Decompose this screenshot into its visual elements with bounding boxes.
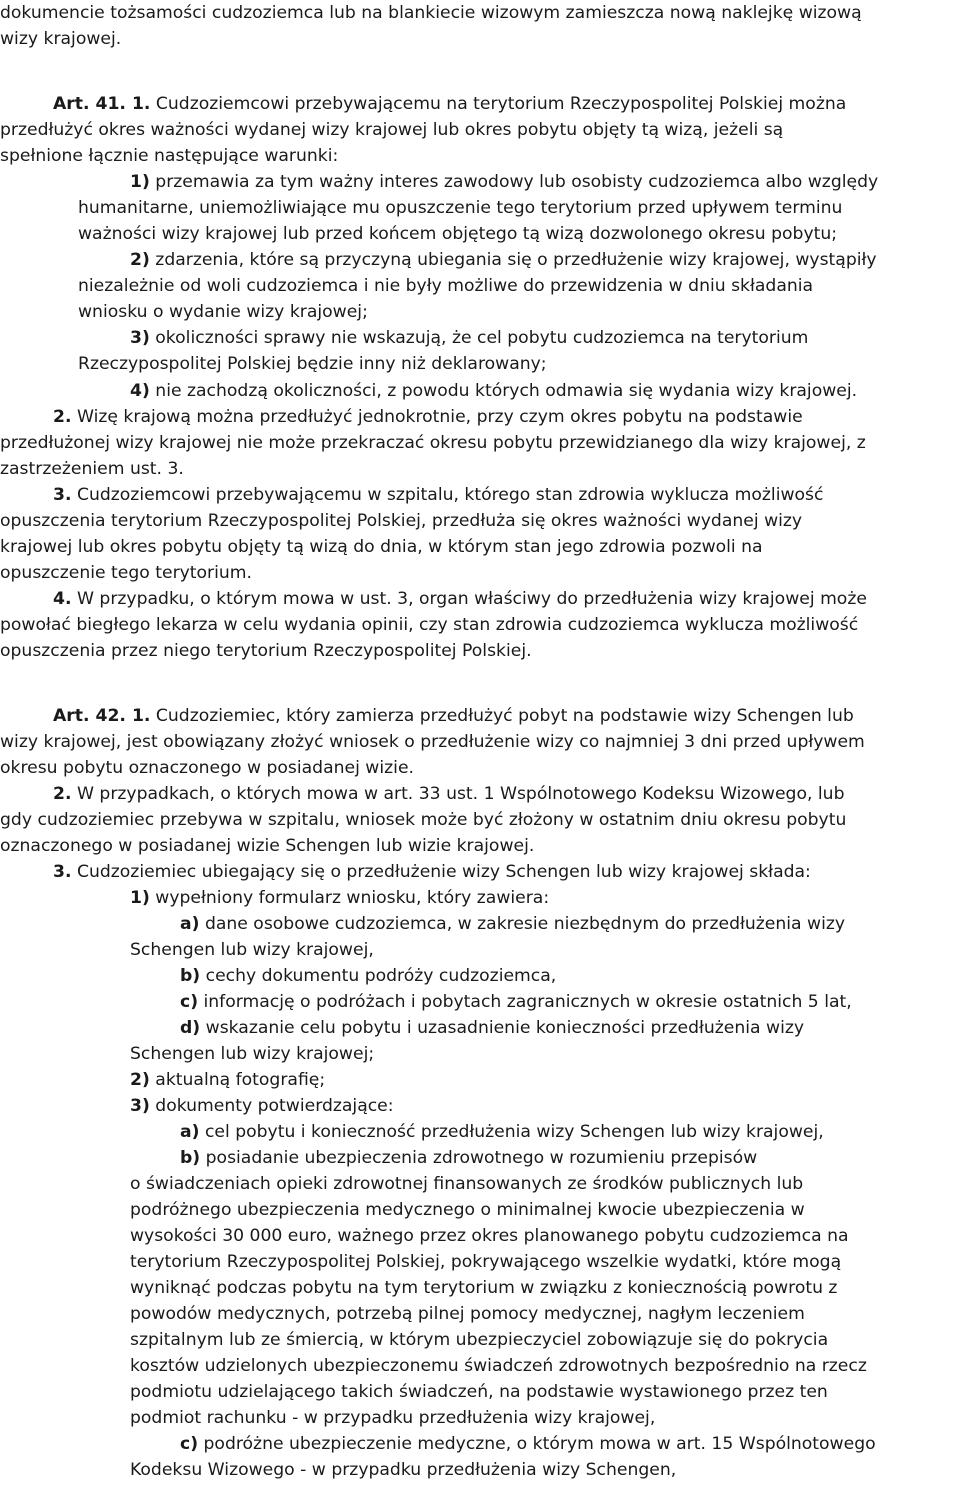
text-line: Schengen lub wizy krajowej, — [130, 940, 374, 960]
text-line: o świadczeniach opieki zdrowotnej finansowanych ze środków publicznych lub — [130, 1174, 804, 1194]
text-line: humanitarne, uniemożliwiające mu opuszczenie tego terytorium przed upływem terminu — [78, 198, 843, 218]
sub-item: b) posiadanie ubezpieczenia zdrowotnego w rozumieniu przepisów — [180, 1148, 758, 1168]
list-item: 2) zdarzenia, które są przyczyną ubiegania się o przedłużenie wizy krajowej, wystąpiły — [130, 250, 877, 270]
sub-item: a) cel pobytu i konieczność przedłużenia wizy Schengen lub wizy krajowej, — [180, 1122, 824, 1142]
list-item: 1) wypełniony formularz wniosku, który zawiera: — [130, 888, 550, 908]
text-line: niezależnie od woli cudzoziemca i nie były możliwe do przewidzenia w dniu składania — [78, 276, 814, 296]
list-item: 2) aktualną fotografię; — [130, 1070, 326, 1090]
text-line: Schengen lub wizy krajowej; — [130, 1044, 375, 1064]
text-line: wizy krajowej, jest obowiązany złożyć wniosek o przedłużenie wizy co najmniej 3 dni przed upływem — [0, 732, 865, 752]
paragraph: 2. W przypadkach, o których mowa w art. 33 ust. 1 Wspólnotowego Kodeksu Wizowego, lub — [53, 784, 845, 804]
text-line: kosztów udzielonych ubezpieczonemu świadczeń zdrowotnych bezpośrednio na rzecz — [130, 1356, 867, 1376]
text-line: przedłużonej wizy krajowej nie może przekraczać okresu pobytu przewidzianego dla wizy krajowej, z — [0, 433, 866, 453]
list-item: 3) okoliczności sprawy nie wskazują, że cel pobytu cudzoziemca na terytorium — [130, 328, 809, 348]
text-line: opuszczenie tego terytorium. — [0, 563, 252, 583]
text-line: krajowej lub okres pobytu objęty tą wizą do dnia, w którym stan jego zdrowia pozwoli na — [0, 537, 763, 557]
list-item: 1) przemawia za tym ważny interes zawodowy lub osobisty cudzoziemca albo względy — [130, 172, 879, 192]
text-line: Kodeksu Wizowego - w przypadku przedłużenia wizy Schengen, — [130, 1460, 677, 1480]
text-line: wysokości 30 000 euro, ważnego przez okres planowanego pobytu cudzoziemca na — [130, 1226, 849, 1246]
paragraph: 3. Cudzoziemcowi przebywającemu w szpitalu, którego stan zdrowia wyklucza możliwość — [53, 485, 824, 505]
sub-item: b) cechy dokumentu podróży cudzoziemca, — [180, 966, 557, 986]
art41-paragraph: Art. 41. 1. Cudzoziemcowi przebywającemu na terytorium Rzeczypospolitej Polskiej można — [53, 94, 847, 114]
text-line: Rzeczypospolitej Polskiej będzie inny niż deklarowany; — [78, 354, 547, 374]
text-line: gdy cudzoziemiec przebywa w szpitalu, wniosek może być złożony w ostatnim dniu okresu pobytu — [0, 810, 847, 830]
text-line: opuszczenia terytorium Rzeczypospolitej Polskiej, przedłuża się okres ważności wydanej wizy — [0, 511, 803, 531]
paragraph: 4. W przypadku, o którym mowa w ust. 3, organ właściwy do przedłużenia wizy krajowej może — [53, 589, 867, 609]
text-line: przedłużyć okres ważności wydanej wizy krajowej lub okres pobytu objęty tą wizą, jeżeli są — [0, 120, 784, 140]
sub-item: c) podróżne ubezpieczenie medyczne, o którym mowa w art. 15 Wspólnotowego — [180, 1434, 876, 1454]
text-line: ważności wizy krajowej lub przed końcem objętego tą wizą dozwolonego okresu pobytu; — [78, 224, 838, 244]
article-heading: Art. 41. 1. — [53, 94, 151, 114]
text-line: wniosku o wydanie wizy krajowej; — [78, 302, 368, 322]
text-line: powodów medycznych, potrzebą pilnej pomocy medycznej, nagłym leczeniem — [130, 1304, 805, 1324]
text-line: podmiot rachunku - w przypadku przedłużenia wizy krajowej, — [130, 1408, 656, 1428]
paragraph: 2. Wizę krajową można przedłużyć jednokrotnie, przy czym okres pobytu na podstawie — [53, 407, 803, 427]
text-line: podróżnego ubezpieczenia medycznego o minimalnej kwocie ubezpieczenia w — [130, 1200, 805, 1220]
paragraph: 3. Cudzoziemiec ubiegający się o przedłużenie wizy Schengen lub wizy krajowej składa: — [53, 862, 811, 882]
text-line: okresu pobytu oznaczonego w posiadanej wizie. — [0, 758, 414, 778]
text-line: spełnione łącznie następujące warunki: — [0, 146, 339, 166]
text-line: szpitalnym lub ze śmiercią, w którym ubezpieczyciel zobowiązuje się do pokrycia — [130, 1330, 829, 1350]
text-line: zastrzeżeniem ust. 3. — [0, 459, 184, 479]
sub-item: a) dane osobowe cudzoziemca, w zakresie niezbędnym do przedłużenia wizy — [180, 914, 846, 934]
article-heading: Art. 42. 1. — [53, 706, 151, 726]
text-line: wizy krajowej. — [0, 29, 122, 49]
art42-paragraph: Art. 42. 1. Cudzoziemiec, który zamierza przedłużyć pobyt na podstawie wizy Schengen lub — [53, 706, 854, 726]
text-line: wyniknąć podczas pobytu na tym terytorium w związku z koniecznością powrotu z — [130, 1278, 838, 1298]
text-line: opuszczenia przez niego terytorium Rzeczypospolitej Polskiej. — [0, 641, 532, 661]
sub-item: c) informację o podróżach i pobytach zagranicznych w okresie ostatnich 5 lat, — [180, 992, 852, 1012]
text-line: podmiotu udzielającego takich świadczeń, na podstawie wystawionego przez ten — [130, 1382, 828, 1402]
list-item: 3) dokumenty potwierdzające: — [130, 1096, 394, 1116]
text-line: terytorium Rzeczypospolitej Polskiej, pokrywającego wszelkie wydatki, które mogą — [130, 1252, 842, 1272]
list-item: 4) nie zachodzą okoliczności, z powodu których odmawia się wydania wizy krajowej. — [130, 381, 858, 401]
text-line: oznaczonego w posiadanej wizie Schengen lub wizie krajowej. — [0, 836, 535, 856]
text-line: powołać biegłego lekarza w celu wydania opinii, czy stan zdrowia cudzoziemca wyklucza możliwość — [0, 615, 859, 635]
sub-item: d) wskazanie celu pobytu i uzasadnienie konieczności przedłużenia wizy — [180, 1018, 805, 1038]
text-line: dokumencie tożsamości cudzoziemca lub na blankiecie wizowym zamieszcza nową naklejkę wizową — [0, 3, 862, 23]
